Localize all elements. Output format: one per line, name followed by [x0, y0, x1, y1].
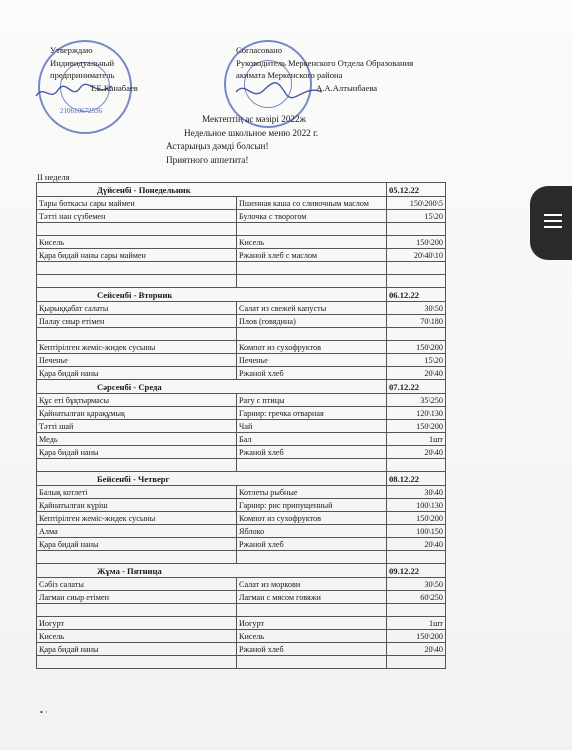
- day-header-row: [37, 183, 446, 197]
- day-name: Сәрсенбі - Среда: [37, 380, 387, 394]
- dish-name-kz: Сәбіз салаты: [37, 578, 237, 591]
- dish-name-ru: Ржаной хлеб: [237, 367, 387, 380]
- day-date: 05.12.22: [387, 183, 446, 197]
- menu-row: [37, 512, 446, 525]
- dish-name-ru: Салат из моркови: [237, 578, 387, 591]
- day-name: Бейсенбі - Четверг: [37, 472, 387, 486]
- portion-size: 1шт: [387, 433, 446, 446]
- dish-name-kz: Қайнатылған күріш: [37, 499, 237, 512]
- portion-size: 150\200\5: [387, 197, 446, 210]
- dish-name-kz: Иогурт: [37, 617, 237, 630]
- menu-row: [37, 486, 446, 499]
- menu-row: [37, 210, 446, 223]
- agreement-line: акимата Меркенского района: [236, 70, 343, 80]
- portion-size: 20\40\10: [387, 249, 446, 262]
- dish-name-kz: Қырыққабат салаты: [37, 302, 237, 315]
- menu-row: [37, 525, 446, 538]
- portion-size: 30\40: [387, 486, 446, 499]
- menu-row: [37, 315, 446, 328]
- portion-size: 70\180: [387, 315, 446, 328]
- portion-size: 150\200: [387, 236, 446, 249]
- day-date: 06.12.22: [387, 288, 446, 302]
- dish-name-ru: Лагман с мясом говяжи: [237, 591, 387, 604]
- page-marks: • ·: [40, 708, 48, 717]
- greeting-ru: Приятного аппетита!: [166, 154, 249, 165]
- dish-name-kz: [37, 275, 237, 288]
- day-header-row: [37, 380, 446, 394]
- dish-name-ru: Ржаной хлеб: [237, 643, 387, 656]
- dish-name-kz: [37, 223, 237, 236]
- dish-name-ru: Булочка с творогом: [237, 210, 387, 223]
- dish-name-kz: Лагман сиыр етімен: [37, 591, 237, 604]
- agreement-block: [236, 44, 413, 94]
- approval-line: предприниматель: [50, 70, 115, 80]
- agreement-line: Руководитель Меркенского Отдела Образования: [236, 57, 414, 68]
- portion-size: [387, 656, 446, 669]
- menu-row: [37, 420, 446, 433]
- day-name: Жұма - Пятница: [37, 564, 387, 578]
- menu-row: [37, 656, 446, 669]
- menu-row: [37, 578, 446, 591]
- portion-size: 100\130: [387, 499, 446, 512]
- dish-name-kz: Кептірілген жеміс-жидек сусыны: [37, 341, 237, 354]
- dish-name-kz: [37, 656, 237, 669]
- dish-name-kz: Қара бидай наны: [37, 538, 237, 551]
- agreement-line: А.А.Алтынбаева: [316, 82, 378, 93]
- stamp-number: 210610672536: [60, 107, 102, 115]
- portion-size: 60\250: [387, 591, 446, 604]
- dish-name-kz: Медь: [37, 433, 237, 446]
- title-kz: Мектептің ас мәзірі 2022ж: [202, 114, 306, 124]
- menu-row: [37, 433, 446, 446]
- portion-size: [387, 275, 446, 288]
- dish-name-kz: Қара бидай наны: [37, 643, 237, 656]
- day-name: Дүйсенбі - Понедельник: [37, 183, 387, 197]
- portion-size: 20\40: [387, 538, 446, 551]
- dish-name-ru: [237, 551, 387, 564]
- day-header-row: [37, 564, 446, 578]
- menu-row: [37, 394, 446, 407]
- dish-name-ru: Кисель: [237, 236, 387, 249]
- dish-name-ru: Гарнир: гречка отварная: [237, 407, 387, 420]
- dish-name-ru: Печенье: [237, 354, 387, 367]
- approval-line: Т.Е.Канабаев: [90, 82, 138, 93]
- menu-row: [37, 236, 446, 249]
- portion-size: [387, 328, 446, 341]
- day-header-row: [37, 288, 446, 302]
- menu-row: [37, 499, 446, 512]
- dish-name-ru: Ржаной хлеб: [237, 538, 387, 551]
- portion-size: 1шт: [387, 617, 446, 630]
- menu-row: [37, 328, 446, 341]
- dish-name-ru: Иогурт: [237, 617, 387, 630]
- dish-name-kz: Құс еті бұқтырмасы: [37, 394, 237, 407]
- portion-size: 150\200: [387, 512, 446, 525]
- portion-size: [387, 604, 446, 617]
- menu-row: [37, 538, 446, 551]
- dish-name-kz: Тәтті нан сүзбемен: [37, 210, 237, 223]
- dish-name-kz: Қара бидай наны: [37, 446, 237, 459]
- dish-name-ru: Пшенная каша со сливочным маслом: [237, 197, 387, 210]
- dish-name-kz: Қара бидай наны сары маймен: [37, 249, 237, 262]
- menu-row: [37, 275, 446, 288]
- dish-name-ru: [237, 328, 387, 341]
- dish-name-ru: Плов (говядина): [237, 315, 387, 328]
- portion-size: 150\200: [387, 630, 446, 643]
- dish-name-kz: Кисель: [37, 236, 237, 249]
- menu-row: [37, 407, 446, 420]
- dish-name-kz: [37, 604, 237, 617]
- agreement-line: Согласовано: [236, 45, 282, 55]
- week-label: II неделя: [37, 172, 70, 182]
- approval-line: Утверждаю: [50, 45, 93, 55]
- portion-size: 30\50: [387, 302, 446, 315]
- menu-row: [37, 459, 446, 472]
- scroll-handle[interactable]: [530, 186, 572, 260]
- dish-name-kz: Балық котлеті: [37, 486, 237, 499]
- menu-row: [37, 630, 446, 643]
- dish-name-ru: [237, 604, 387, 617]
- portion-size: 15\20: [387, 354, 446, 367]
- greeting-kz: Астарыңыз дәмді болсын!: [166, 141, 269, 151]
- day-name: Сейсенбі - Вторник: [37, 288, 387, 302]
- dish-name-kz: Печенье: [37, 354, 237, 367]
- day-header-row: [37, 472, 446, 486]
- portion-size: 20\40: [387, 643, 446, 656]
- menu-row: [37, 223, 446, 236]
- dish-name-kz: Палау сиыр етімен: [37, 315, 237, 328]
- dish-name-ru: [237, 656, 387, 669]
- menu-row: [37, 341, 446, 354]
- dish-name-kz: Кептірілген жеміс-жидек сусыны: [37, 512, 237, 525]
- portion-size: 30\50: [387, 578, 446, 591]
- dish-name-ru: Бал: [237, 433, 387, 446]
- dish-name-ru: Компот из сухофруктов: [237, 512, 387, 525]
- menu-row: [37, 604, 446, 617]
- menu-row: [37, 617, 446, 630]
- dish-name-kz: Қайнатылған қарақұмық: [37, 407, 237, 420]
- dish-name-kz: [37, 262, 237, 275]
- portion-size: [387, 223, 446, 236]
- dish-name-ru: Компот из сухофруктов: [237, 341, 387, 354]
- dish-name-kz: [37, 459, 237, 472]
- dish-name-ru: [237, 275, 387, 288]
- approval-block: [50, 44, 138, 94]
- portion-size: [387, 551, 446, 564]
- menu-row: [37, 591, 446, 604]
- portion-size: [387, 459, 446, 472]
- dish-name-kz: Алма: [37, 525, 237, 538]
- menu-table: [36, 182, 446, 669]
- portion-size: 120\130: [387, 407, 446, 420]
- dish-name-ru: Салат из свежей капусты: [237, 302, 387, 315]
- menu-row: [37, 302, 446, 315]
- dish-name-ru: Ржаной хлеб: [237, 446, 387, 459]
- dish-name-ru: Котлеты рыбные: [237, 486, 387, 499]
- dish-name-kz: [37, 328, 237, 341]
- menu-row: [37, 354, 446, 367]
- dish-name-ru: Чай: [237, 420, 387, 433]
- portion-size: 20\40: [387, 367, 446, 380]
- dish-name-ru: Яблоко: [237, 525, 387, 538]
- menu-row: [37, 551, 446, 564]
- portion-size: 150\200: [387, 420, 446, 433]
- menu-row: [37, 446, 446, 459]
- dish-name-ru: Ржаной хлеб с маслом: [237, 249, 387, 262]
- day-date: 07.12.22: [387, 380, 446, 394]
- portion-size: [387, 262, 446, 275]
- portion-size: 15\20: [387, 210, 446, 223]
- dish-name-ru: Рагу с птицы: [237, 394, 387, 407]
- portion-size: 150\200: [387, 341, 446, 354]
- portion-size: 20\40: [387, 446, 446, 459]
- dish-name-kz: Тары боткасы сары маймен: [37, 197, 237, 210]
- day-date: 09.12.22: [387, 564, 446, 578]
- dish-name-ru: [237, 223, 387, 236]
- portion-size: 35\250: [387, 394, 446, 407]
- approval-line: Индивидуальный: [50, 57, 115, 68]
- menu-row: [37, 262, 446, 275]
- menu-row: [37, 643, 446, 656]
- dish-name-kz: Кисель: [37, 630, 237, 643]
- menu-row: [37, 249, 446, 262]
- menu-row: [37, 367, 446, 380]
- menu-row: [37, 197, 446, 210]
- title-ru: Недельное школьное меню 2022 г.: [184, 127, 319, 138]
- portion-size: 100\150: [387, 525, 446, 538]
- dish-name-ru: [237, 262, 387, 275]
- menu-title-block: [166, 113, 318, 167]
- dish-name-ru: Кисель: [237, 630, 387, 643]
- dish-name-ru: [237, 459, 387, 472]
- dish-name-kz: Тәтті шай: [37, 420, 237, 433]
- day-date: 08.12.22: [387, 472, 446, 486]
- dish-name-kz: [37, 551, 237, 564]
- dish-name-ru: Гарнир: рис припущенный: [237, 499, 387, 512]
- dish-name-kz: Қара бидай наны: [37, 367, 237, 380]
